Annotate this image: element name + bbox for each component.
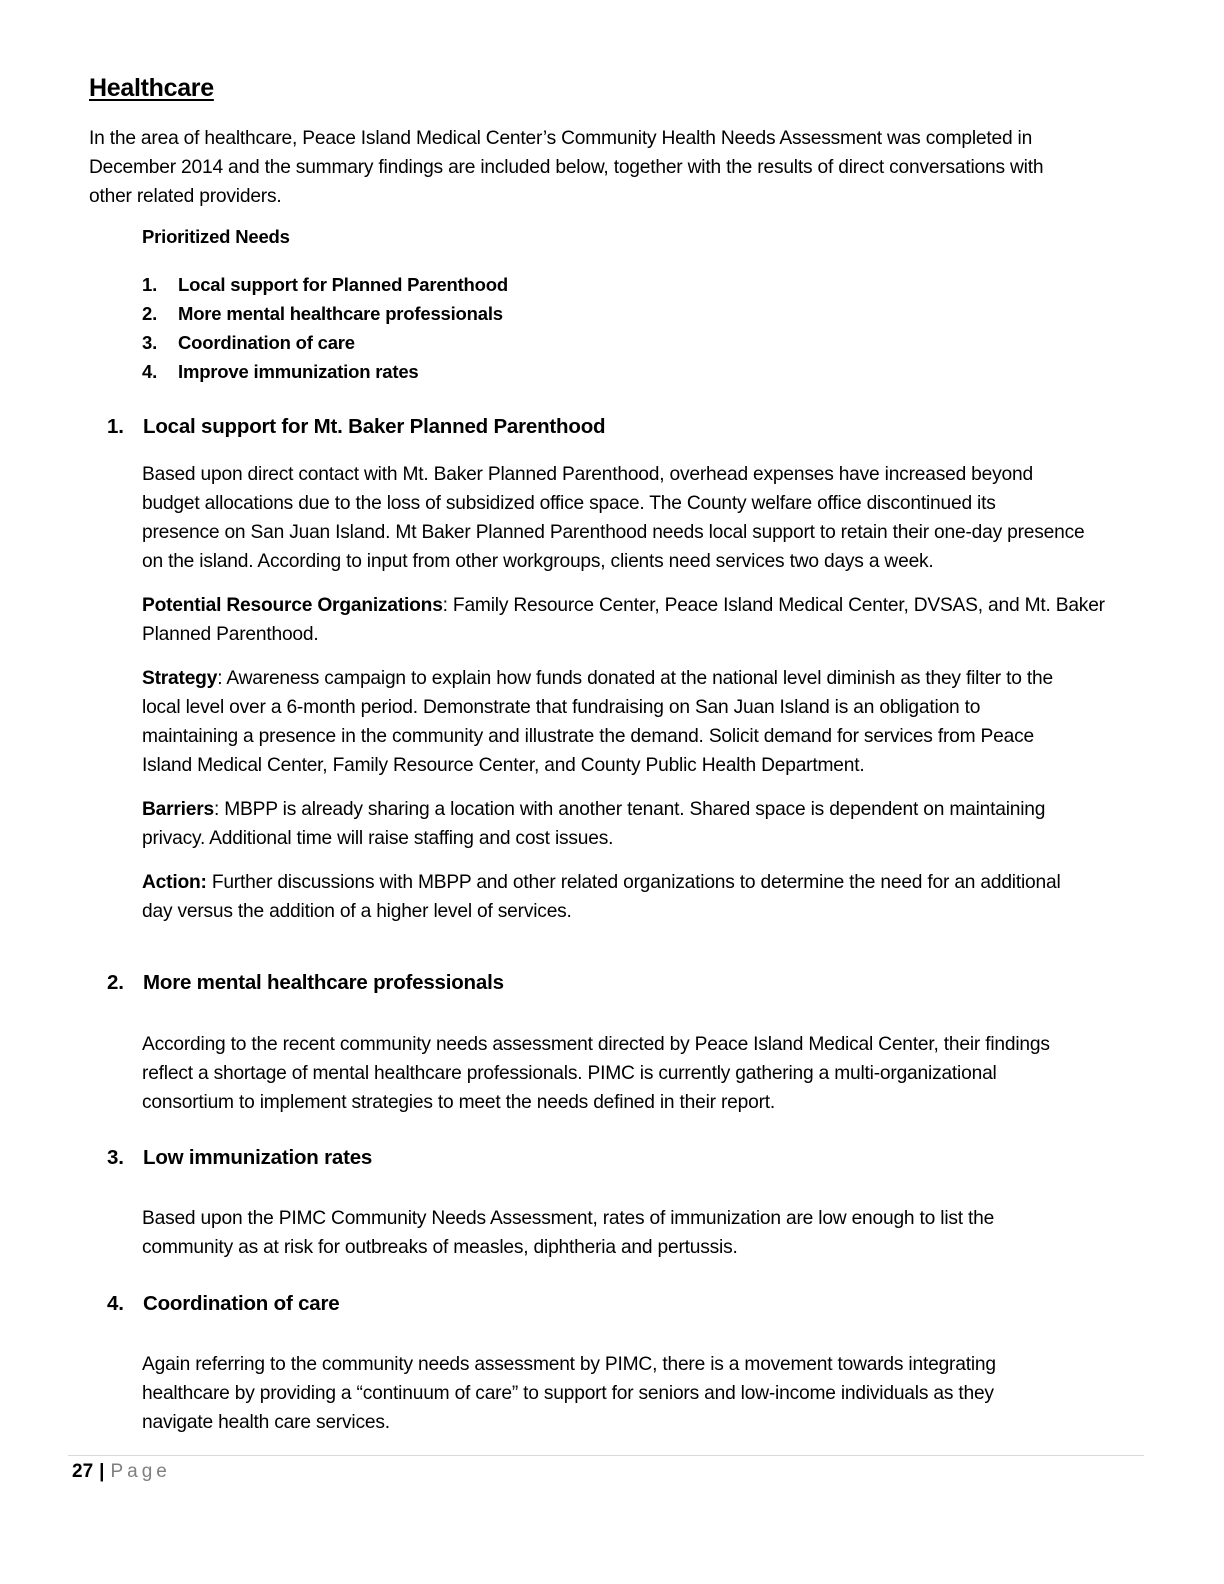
list-number: 3. [142,332,158,353]
footer-separator: | [99,1461,105,1482]
body-line: maintaining a presence in the community and illustrate the demand. Solicit demand for services from Peace [142,726,1034,747]
body-line: According to the recent community needs assessment directed by Peace Island Medical Center, their findings [142,1034,1050,1055]
body-line: healthcare by providing a “continuum of care” to support for seniors and low-income individuals as they [142,1383,994,1404]
resource-organizations-paragraph [142,591,1105,649]
resources-text: : Family Resource Center, Peace Island Medical Center, DVSAS, and Mt. Baker [442,595,1105,616]
barriers-label: Barriers [142,799,215,820]
barriers-text: : MBPP is already sharing a location with another tenant. Shared space is dependent on maintaining [214,799,1046,820]
body-line: privacy. Additional time will raise staffing and cost issues. [142,828,614,849]
page-title: Healthcare [89,74,214,102]
intro-line: In the area of healthcare, Peace Island Medical Center’s Community Health Needs Assessment was completed in [89,128,1033,149]
list-item [142,357,508,386]
strategy-paragraph [142,664,1053,780]
intro-line: December 2014 and the summary findings are included below, together with the results of direct conversations with [89,157,1044,178]
list-item [142,328,508,357]
strategy-text: : Awareness campaign to explain how funds donated at the national level diminish as they filter to the [217,668,1053,689]
body-line: Based upon direct contact with Mt. Baker Planned Parenthood, overhead expenses have increased beyond [142,464,1033,485]
section-heading-mental-health [107,971,504,995]
body-line: Based upon the PIMC Community Needs Assessment, rates of immunization are low enough to list the [142,1208,995,1229]
page-footer [72,1461,171,1483]
prioritized-needs-list [142,270,508,386]
intro-line: other related providers. [89,186,282,207]
section-number: 1. [107,415,124,438]
list-text: Local support for Planned Parenthood [178,274,508,295]
list-item [142,299,508,328]
body-line: Again referring to the community needs assessment by PIMC, there is a movement towards integrating [142,1354,996,1375]
page-number: 27 [72,1461,94,1482]
section-title: More mental healthcare professionals [143,971,504,994]
section-title: Coordination of care [143,1292,340,1315]
list-text: More mental healthcare professionals [178,303,503,324]
body-line: on the island. According to input from other workgroups, clients need services two days a week. [142,551,934,572]
section-number: 3. [107,1146,124,1169]
footer-divider [68,1455,1144,1456]
intro-paragraph [89,124,1043,211]
body-line: day versus the addition of a higher level of services. [142,901,572,922]
list-item [142,270,508,299]
action-text: Further discussions with MBPP and other related organizations to determine the need for an additional [206,872,1061,893]
body-line: Island Medical Center, Family Resource Center, and County Public Health Department. [142,755,865,776]
body-line: Planned Parenthood. [142,624,319,645]
section-4-body [142,1350,996,1437]
list-number: 4. [142,361,158,382]
barriers-paragraph [142,795,1045,853]
prioritized-needs-label: Prioritized Needs [142,226,290,247]
section-2-body [142,1030,1050,1117]
action-paragraph [142,868,1061,926]
body-line: navigate health care services. [142,1412,390,1433]
section-1-body [142,460,1084,576]
list-text: Improve immunization rates [178,361,419,382]
list-number: 2. [142,303,158,324]
section-3-body [142,1204,994,1262]
action-label: Action: [142,872,207,893]
section-heading-immunization [107,1146,372,1170]
body-line: community as at risk for outbreaks of measles, diphtheria and pertussis. [142,1237,738,1258]
section-title: Low immunization rates [143,1146,373,1169]
section-number: 4. [107,1292,124,1315]
page-label: Page [110,1461,171,1482]
section-title: Local support for Mt. Baker Planned Parenthood [143,415,606,438]
section-heading-planned-parenthood [107,415,605,439]
list-text: Coordination of care [178,332,355,353]
body-line: reflect a shortage of mental healthcare professionals. PIMC is currently gathering a multi-organizational [142,1063,997,1084]
body-line: presence on San Juan Island. Mt Baker Planned Parenthood needs local support to retain their one-day presence [142,522,1085,543]
resources-label: Potential Resource Organizations [142,595,443,616]
section-number: 2. [107,971,124,994]
list-number: 1. [142,274,158,295]
body-line: budget allocations due to the loss of subsidized office space. The County welfare office discontinued its [142,493,996,514]
section-heading-coordination [107,1292,339,1316]
strategy-label: Strategy [142,668,218,689]
body-line: consortium to implement strategies to meet the needs defined in their report. [142,1092,776,1113]
body-line: local level over a 6-month period. Demonstrate that fundraising on San Juan Island is an obligation to [142,697,981,718]
